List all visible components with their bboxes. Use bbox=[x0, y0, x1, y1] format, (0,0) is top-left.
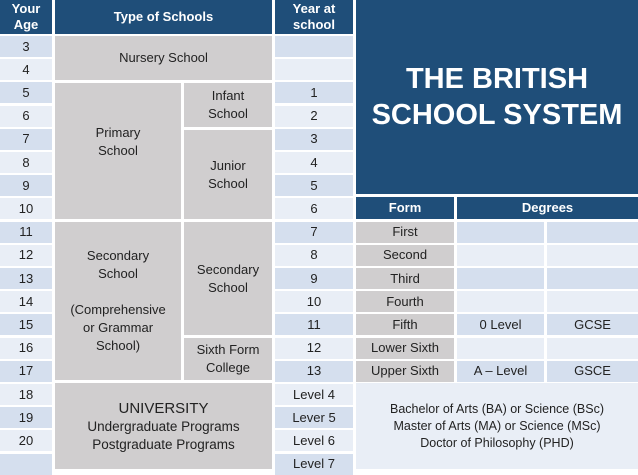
degree-cell bbox=[547, 338, 638, 359]
age-cell bbox=[0, 454, 52, 475]
degree-cell: A – Level bbox=[457, 361, 544, 382]
year-cell bbox=[275, 36, 353, 57]
year-cell: 11 bbox=[275, 314, 353, 335]
degree-cell bbox=[547, 245, 638, 266]
age-cell: 14 bbox=[0, 291, 52, 312]
header-type-of-schools: Type of Schools bbox=[55, 0, 272, 34]
secondary-school-note: (Comprehensive or Grammar School) bbox=[70, 302, 166, 353]
nursery-school-cell: Nursery School bbox=[55, 36, 272, 80]
year-cell: 3 bbox=[275, 129, 353, 150]
header-form: Form bbox=[356, 197, 454, 219]
degree-cell bbox=[547, 291, 638, 312]
form-cell: First bbox=[356, 222, 454, 243]
form-cell: Fifth bbox=[356, 314, 454, 335]
year-cell: 10 bbox=[275, 291, 353, 312]
year-cell: Lever 5 bbox=[275, 407, 353, 428]
year-cell: 9 bbox=[275, 268, 353, 289]
year-cell: Level 6 bbox=[275, 430, 353, 451]
age-cell: 15 bbox=[0, 314, 52, 335]
degree-cell bbox=[457, 268, 544, 289]
form-cell: Lower Sixth bbox=[356, 338, 454, 359]
age-cell: 3 bbox=[0, 36, 52, 57]
year-cell: 2 bbox=[275, 106, 353, 127]
age-cell: 18 bbox=[0, 384, 52, 405]
year-cell: 4 bbox=[275, 152, 353, 173]
degree-cell bbox=[457, 338, 544, 359]
degree-cell: GCSE bbox=[547, 314, 638, 335]
degree-cell: GSCE bbox=[547, 361, 638, 382]
degree-cell bbox=[457, 245, 544, 266]
age-cell: 17 bbox=[0, 361, 52, 382]
age-cell: 11 bbox=[0, 222, 52, 243]
degree-master: Master of Arts (MA) or Science (MSc) bbox=[393, 418, 601, 433]
junior-school-cell: Junior School bbox=[184, 130, 272, 219]
primary-school-cell bbox=[55, 83, 181, 219]
year-cell: Level 7 bbox=[275, 454, 353, 475]
degree-bachelor: Bachelor of Arts (BA) or Science (BSc) bbox=[390, 401, 604, 416]
header-degrees: Degrees bbox=[457, 197, 638, 219]
degree-cell bbox=[547, 268, 638, 289]
year-cell: 13 bbox=[275, 361, 353, 382]
age-cell: 9 bbox=[0, 175, 52, 196]
sixth-form-college-cell: Sixth Form College bbox=[184, 338, 272, 380]
secondary-school-cell bbox=[55, 222, 181, 380]
year-cell: 5 bbox=[275, 175, 353, 196]
year-cell bbox=[275, 59, 353, 80]
degree-cell: 0 Level bbox=[457, 314, 544, 335]
degree-cell bbox=[457, 222, 544, 243]
degree-cell bbox=[457, 291, 544, 312]
age-cell: 10 bbox=[0, 198, 52, 219]
form-cell: Third bbox=[356, 268, 454, 289]
age-cell: 8 bbox=[0, 152, 52, 173]
age-cell: 7 bbox=[0, 129, 52, 150]
university-cell bbox=[55, 383, 272, 469]
age-cell: 12 bbox=[0, 245, 52, 266]
age-cell: 16 bbox=[0, 338, 52, 359]
secondary-school-label: Secondary School bbox=[86, 248, 150, 281]
age-cell: 5 bbox=[0, 82, 52, 103]
page-title bbox=[356, 0, 638, 194]
age-cell: 20 bbox=[0, 430, 52, 451]
year-cell: 8 bbox=[275, 245, 353, 266]
age-cell: 6 bbox=[0, 106, 52, 127]
form-cell: Fourth bbox=[356, 291, 454, 312]
title-line-1: THE BRITISH bbox=[405, 63, 589, 95]
age-cell: 13 bbox=[0, 268, 52, 289]
infant-school-cell: Infant School bbox=[184, 83, 272, 127]
university-title: UNIVERSITY bbox=[118, 399, 209, 417]
year-cell: 7 bbox=[275, 222, 353, 243]
title-line-2: SCHOOL SYSTEM bbox=[371, 99, 623, 131]
secondary-school-sub-cell: Secondary School bbox=[184, 222, 272, 335]
year-cell: 6 bbox=[275, 198, 353, 219]
year-cell: Level 4 bbox=[275, 384, 353, 405]
university-postgraduate: Postgraduate Programs bbox=[92, 436, 235, 452]
form-cell: Upper Sixth bbox=[356, 361, 454, 382]
year-cell: 12 bbox=[275, 338, 353, 359]
header-year-at-school: Year at school bbox=[275, 0, 353, 34]
primary-school-label: Primary School bbox=[95, 125, 141, 158]
degree-cell bbox=[547, 222, 638, 243]
degree-doctor: Doctor of Philosophy (PHD) bbox=[420, 435, 574, 450]
university-undergraduate: Undergraduate Programs bbox=[87, 418, 240, 434]
header-your-age: Your Age bbox=[0, 0, 52, 34]
form-cell: Second bbox=[356, 245, 454, 266]
year-cell: 1 bbox=[275, 82, 353, 103]
university-degrees-cell bbox=[356, 383, 638, 469]
age-cell: 4 bbox=[0, 59, 52, 80]
age-cell: 19 bbox=[0, 407, 52, 428]
